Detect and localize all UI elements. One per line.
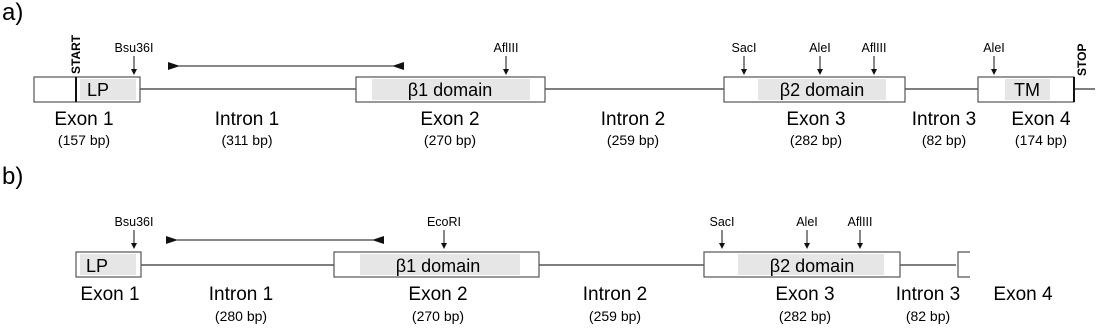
segment-name: Intron 2 — [600, 109, 666, 130]
exon-4-box — [958, 252, 970, 277]
svg-text:AflIII: AflIII — [861, 41, 887, 55]
beta2-domain-label: β2 domain — [779, 80, 865, 100]
svg-text:AleI: AleI — [809, 41, 831, 55]
segment-name: Exon 1 — [80, 284, 140, 305]
segment-name: Exon 4 — [1011, 109, 1071, 130]
svg-text:AleI: AleI — [796, 215, 818, 229]
stop-label: STOP — [1075, 43, 1089, 76]
segment-size: (259 bp) — [606, 132, 660, 148]
segment-labels-a — [54, 109, 1071, 148]
start-label: START — [69, 34, 83, 74]
forward-primer-arrow — [166, 236, 178, 244]
segment-name: Exon 1 — [54, 109, 114, 130]
site-afliii-1 — [493, 41, 518, 72]
forward-primer-arrow — [168, 62, 180, 70]
exon-1-box — [76, 252, 141, 277]
exon-4-box — [978, 77, 1074, 102]
site-ecori — [427, 215, 461, 246]
site-alei-1 — [809, 41, 831, 72]
svg-text:AflIII: AflIII — [493, 41, 519, 55]
reverse-primer-arrow — [372, 236, 384, 244]
site-saci — [731, 41, 756, 72]
segment-size: (311 bp) — [221, 132, 273, 148]
segment-name: Intron 3 — [895, 284, 961, 305]
beta1-domain-label: β1 domain — [407, 80, 493, 100]
svg-text:AleI: AleI — [983, 41, 1005, 55]
site-saci — [709, 215, 734, 246]
segment-size: (280 bp) — [214, 308, 268, 324]
segment-size: (174 bp) — [1014, 132, 1068, 148]
segment-size: (270 bp) — [411, 308, 465, 324]
segment-name: Exon 3 — [786, 109, 846, 130]
svg-text:Bsu36I: Bsu36I — [114, 41, 154, 55]
segment-name: Exon 2 — [408, 284, 468, 305]
exon-2-box — [334, 252, 539, 277]
beta1-domain-label: β1 domain — [395, 256, 481, 276]
site-afliii-2 — [861, 41, 886, 72]
segment-size: (82 bp) — [905, 308, 951, 324]
segment-name: Intron 1 — [208, 284, 274, 305]
svg-text:SacI: SacI — [731, 41, 757, 55]
segment-size: (82 bp) — [921, 132, 967, 148]
svg-text:EcoRI: EcoRI — [426, 215, 462, 229]
segment-size: (282 bp) — [789, 132, 843, 148]
panel-a-label: a) — [2, 0, 24, 26]
segment-size: (282 bp) — [778, 308, 832, 324]
lp-domain-label: LP — [86, 256, 109, 276]
site-alei — [796, 215, 818, 246]
panel-b-label: b) — [2, 163, 24, 190]
site-afliii — [847, 215, 872, 246]
segment-name: Intron 1 — [214, 109, 280, 130]
svg-text:SacI: SacI — [709, 215, 735, 229]
lp-domain-label: LP — [87, 80, 110, 100]
panel-b — [2, 163, 1053, 324]
site-alei-2 — [983, 41, 1005, 72]
segment-name: Intron 3 — [911, 109, 977, 130]
site-bsu36i — [115, 41, 154, 72]
segment-size: (157 bp) — [57, 132, 111, 148]
svg-text:Bsu36I: Bsu36I — [114, 215, 154, 229]
segment-labels-b — [80, 284, 1053, 324]
segment-name: Exon 4 — [993, 284, 1053, 305]
exon-2-box — [356, 77, 545, 102]
segment-name: Exon 3 — [775, 284, 835, 305]
segment-size: (270 bp) — [423, 132, 477, 148]
exon-3-box — [724, 77, 905, 102]
exon-1-box — [34, 77, 140, 102]
segment-size: (259 bp) — [588, 308, 642, 324]
beta2-domain-label: β2 domain — [769, 256, 855, 276]
reverse-primer-arrow — [392, 62, 404, 70]
panel-a — [2, 0, 1095, 148]
tm-domain-label: TM — [1014, 80, 1040, 100]
svg-text:AflIII: AflIII — [847, 215, 873, 229]
exon-3-box — [704, 252, 900, 277]
segment-name: Intron 2 — [582, 284, 648, 305]
segment-name: Exon 2 — [420, 109, 480, 130]
site-bsu36i — [115, 215, 154, 246]
